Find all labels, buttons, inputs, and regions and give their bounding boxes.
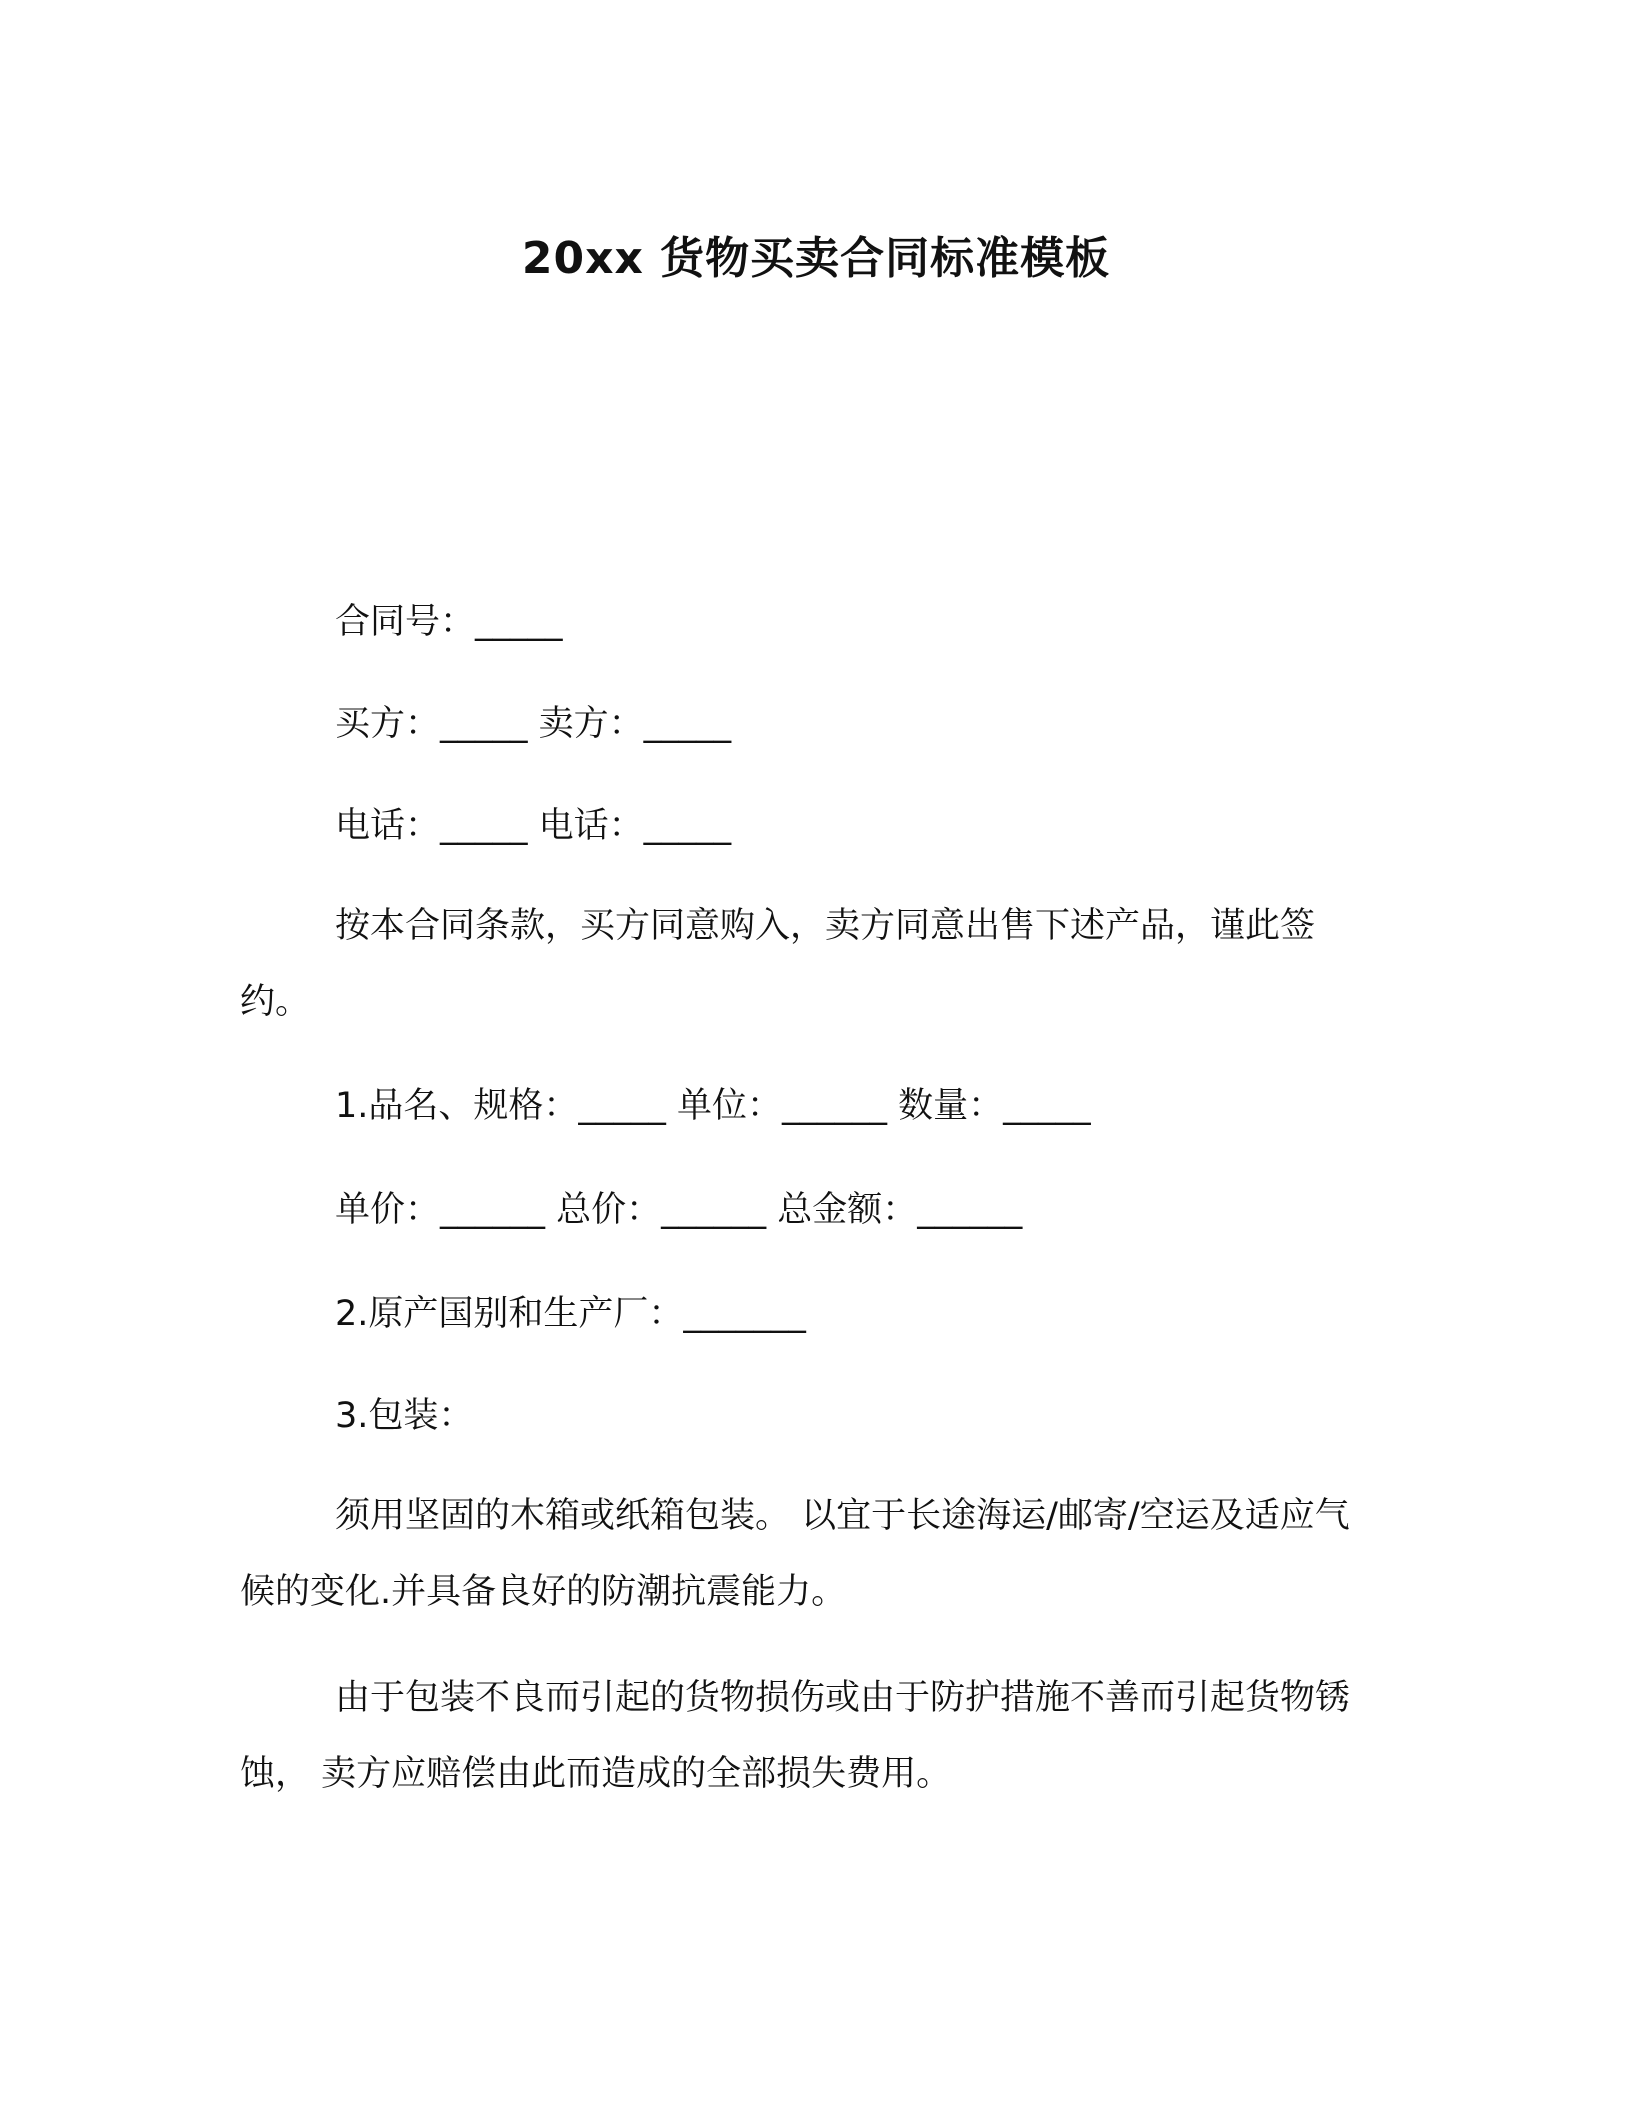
phones-line: 电话：_____ 电话：_____ (335, 806, 732, 846)
prices-line: 单价：______ 总价：______ 总金额：______ (335, 1190, 1023, 1230)
contract-number-line: 合同号：_____ (335, 602, 563, 642)
item-2-line: 2.原产国别和生产厂：_______ (335, 1294, 806, 1334)
liability-paragraph: 由于包装不良而引起的货物损伤或由于防护措施不善而引起货物锈蚀， 卖方应赔偿由此而造成的全部损失费用。 (240, 1678, 1351, 1794)
item-1-line: 1.品名、规格：_____ 单位：______ 数量：_____ (335, 1086, 1091, 1126)
intro-paragraph: 按本合同条款，买方同意购入，卖方同意出售下述产品，谨此签约。 (240, 906, 1316, 1022)
packaging-paragraph: 须用坚固的木箱或纸箱包装。 以宜于长途海运/邮寄/空运及适应气候的变化.并具备良好的防潮抗震能力。 (240, 1496, 1350, 1612)
page-title: 20xx 货物买卖合同标准模板 (521, 233, 1111, 284)
item-3-line: 3.包装： (335, 1396, 474, 1436)
parties-line: 买方：_____ 卖方：_____ (335, 704, 732, 744)
